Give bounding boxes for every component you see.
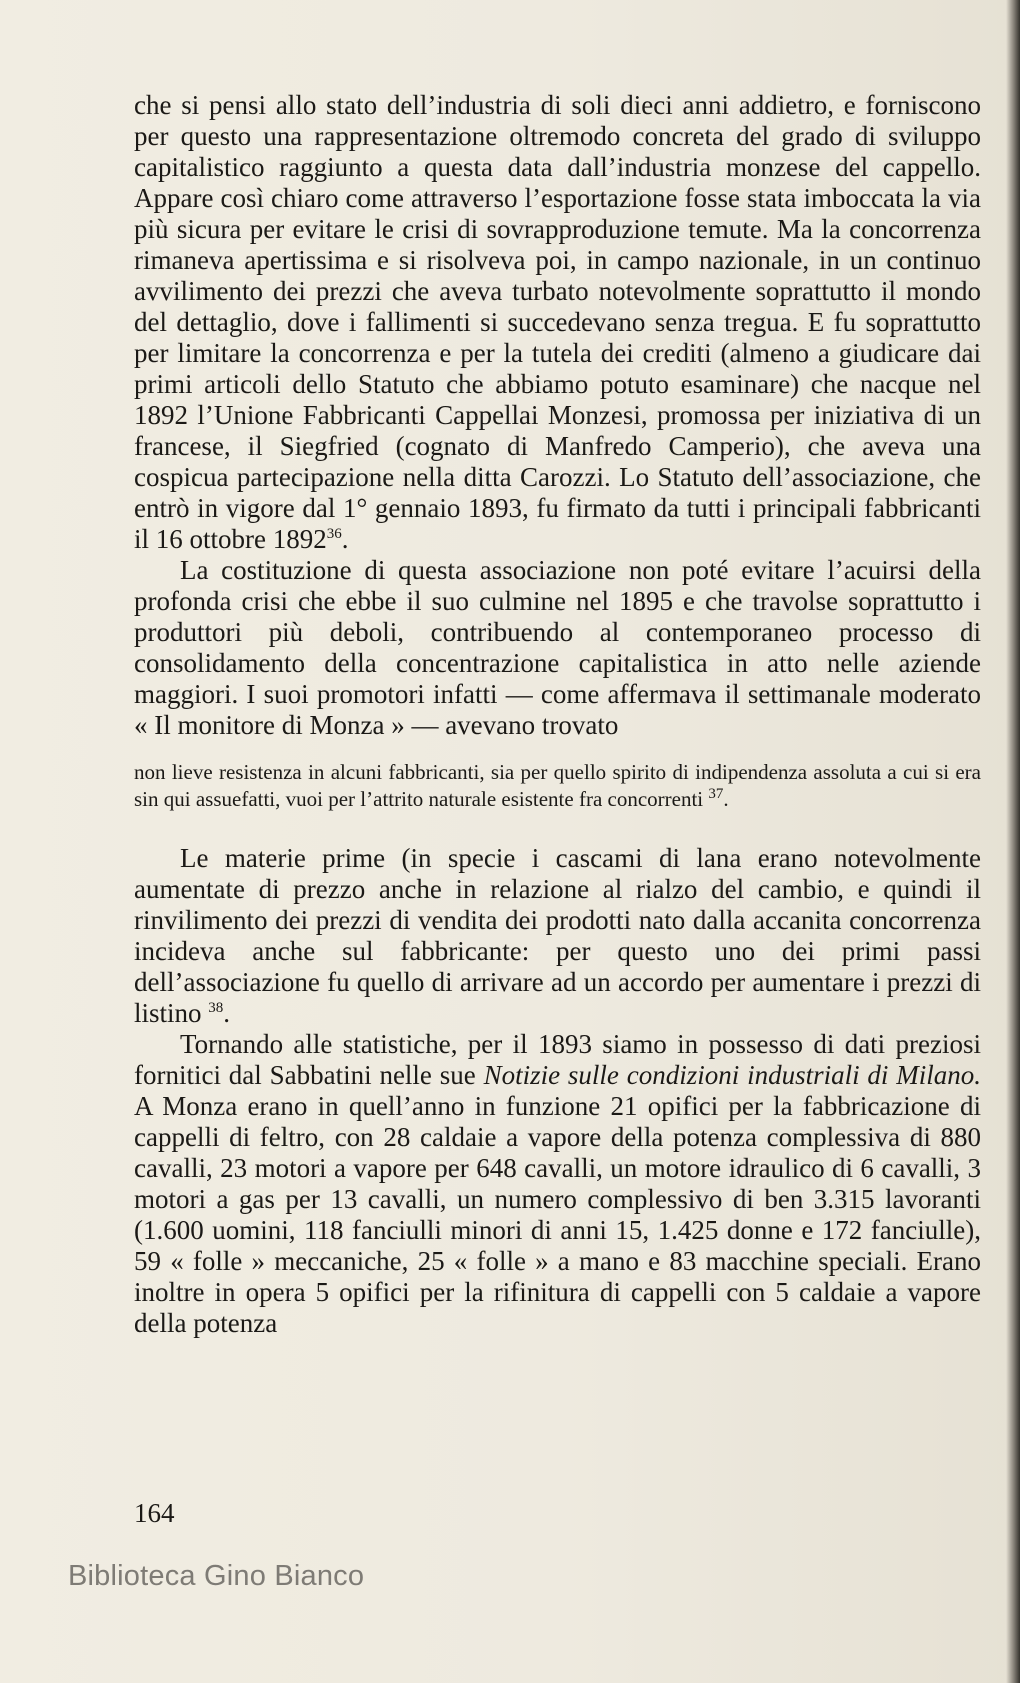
body-text (134, 90, 981, 1339)
book-title: Notizie sulle condizioni industriali di Milano. (483, 1060, 981, 1090)
paragraph-1 (134, 90, 981, 555)
paragraph-2 (134, 555, 981, 741)
paragraph-4-text-a: Tornando alle statistiche, per il 1893 siamo in possesso di dati preziosi fornitici dal Sabbatini nelle sue (134, 1029, 981, 1090)
quote-end: . (723, 787, 729, 811)
page-number: 164 (134, 1498, 175, 1528)
footnote-ref-37: 37 (708, 786, 724, 802)
paragraph-4 (134, 1029, 981, 1339)
paragraph-1-end: . (341, 524, 349, 554)
paragraph-1-text: che si pensi allo stato dell’industria di soli dieci anni addietro, e forniscono per questo una rappresentazione oltremodo concreta del grado di sviluppo capitalistico raggiunto a questa data dall’industria monzese del cappello. Appare così chiaro come attraverso l’esportazione fosse stata imboccata la via più sicura per evitare le crisi di sovrapproduzione temute. Ma la concorrenza rimaneva apertissima e si risolveva poi, in campo nazionale, in un continuo avvilimento dei prezzi che aveva turbato notevolmente soprattutto il mondo del dettaglio, dove i fallimenti si succedevano senza tregua. E fu soprattutto per limitare la concorrenza e per la tutela dei crediti (almeno a giudicare dai primi articoli dello Statuto che abbiamo potuto esaminare) che nacque nel 1892 l’Unione Fabbricanti Cappellai Monzesi, promossa per iniziativa di un francese, il Siegfried (cognato di Manfredo Camperio), che aveva una cospicua partecipazione nella ditta Carozzi. Lo Statuto dell’associazione, che entrò in vigore dal 1° gennaio 1893, fu firmato da tutti i principali fabbricanti il 16 ottobre 1892 (134, 90, 981, 554)
paragraph-4-text-b: A Monza erano in quell’anno in funzione 21 opifici per la fabbricazione di cappelli di feltro, con 28 caldaie a vapore della potenza complessiva di 880 cavalli, 23 motori a vapore per 648 cavalli, un motore idraulico di 6 cavalli, 3 motori a gas per 13 cavalli, un numero complessivo di ben 3.315 lavoranti (1.600 uomini, 118 fanciulli minori di anni 15, 1.425 donne e 172 fanciulle), 59 « folle » meccaniche, 25 « folle » a mano e 83 macchine speciali. Erano inoltre in opera 5 opifici per la rifinitura di cappelli con 5 caldaie a vapore della potenza (134, 1091, 981, 1338)
page-binding-edge (1006, 0, 1020, 1683)
paragraph-2-text: La costituzione di questa associazione non poté evitare l’acuirsi della profonda crisi che ebbe il suo culmine nel 1895 e che travolse soprattutto i produttori più deboli, contribuendo al contemporaneo processo di consolidamento della concentrazione capitalistica in atto nelle aziende maggiori. I suoi promotori infatti — come affermava il settimanale moderato « Il monitore di Monza » — avevano trovato (134, 555, 981, 740)
paragraph-3-text: Le materie prime (in specie i cascami di lana erano notevolmente aumentate di prezzo anche in relazione al rialzo del cambio, e quindi il rinvilimento dei prezzi di vendita dei prodotti nato dalla accanita concorrenza incideva anche sul fabbricante: per questo uno dei primi passi dell’associazione fu quello di arrivare ad un accordo per aumentare i prezzi di listino (134, 843, 981, 1028)
block-quote (134, 759, 981, 813)
paragraph-3 (134, 843, 981, 1029)
footnote-ref-36: 36 (326, 526, 342, 542)
footnote-ref-38: 38 (208, 1000, 224, 1016)
paragraph-3-end: . (223, 998, 231, 1028)
quote-text: non lieve resistenza in alcuni fabbricanti, sia per quello spirito di indipendenza assoluta a cui si era sin qui assuefatti, vuoi per l’attrito naturale esistente fra concorrenti (134, 760, 981, 811)
library-watermark: Biblioteca Gino Bianco (68, 1560, 365, 1592)
